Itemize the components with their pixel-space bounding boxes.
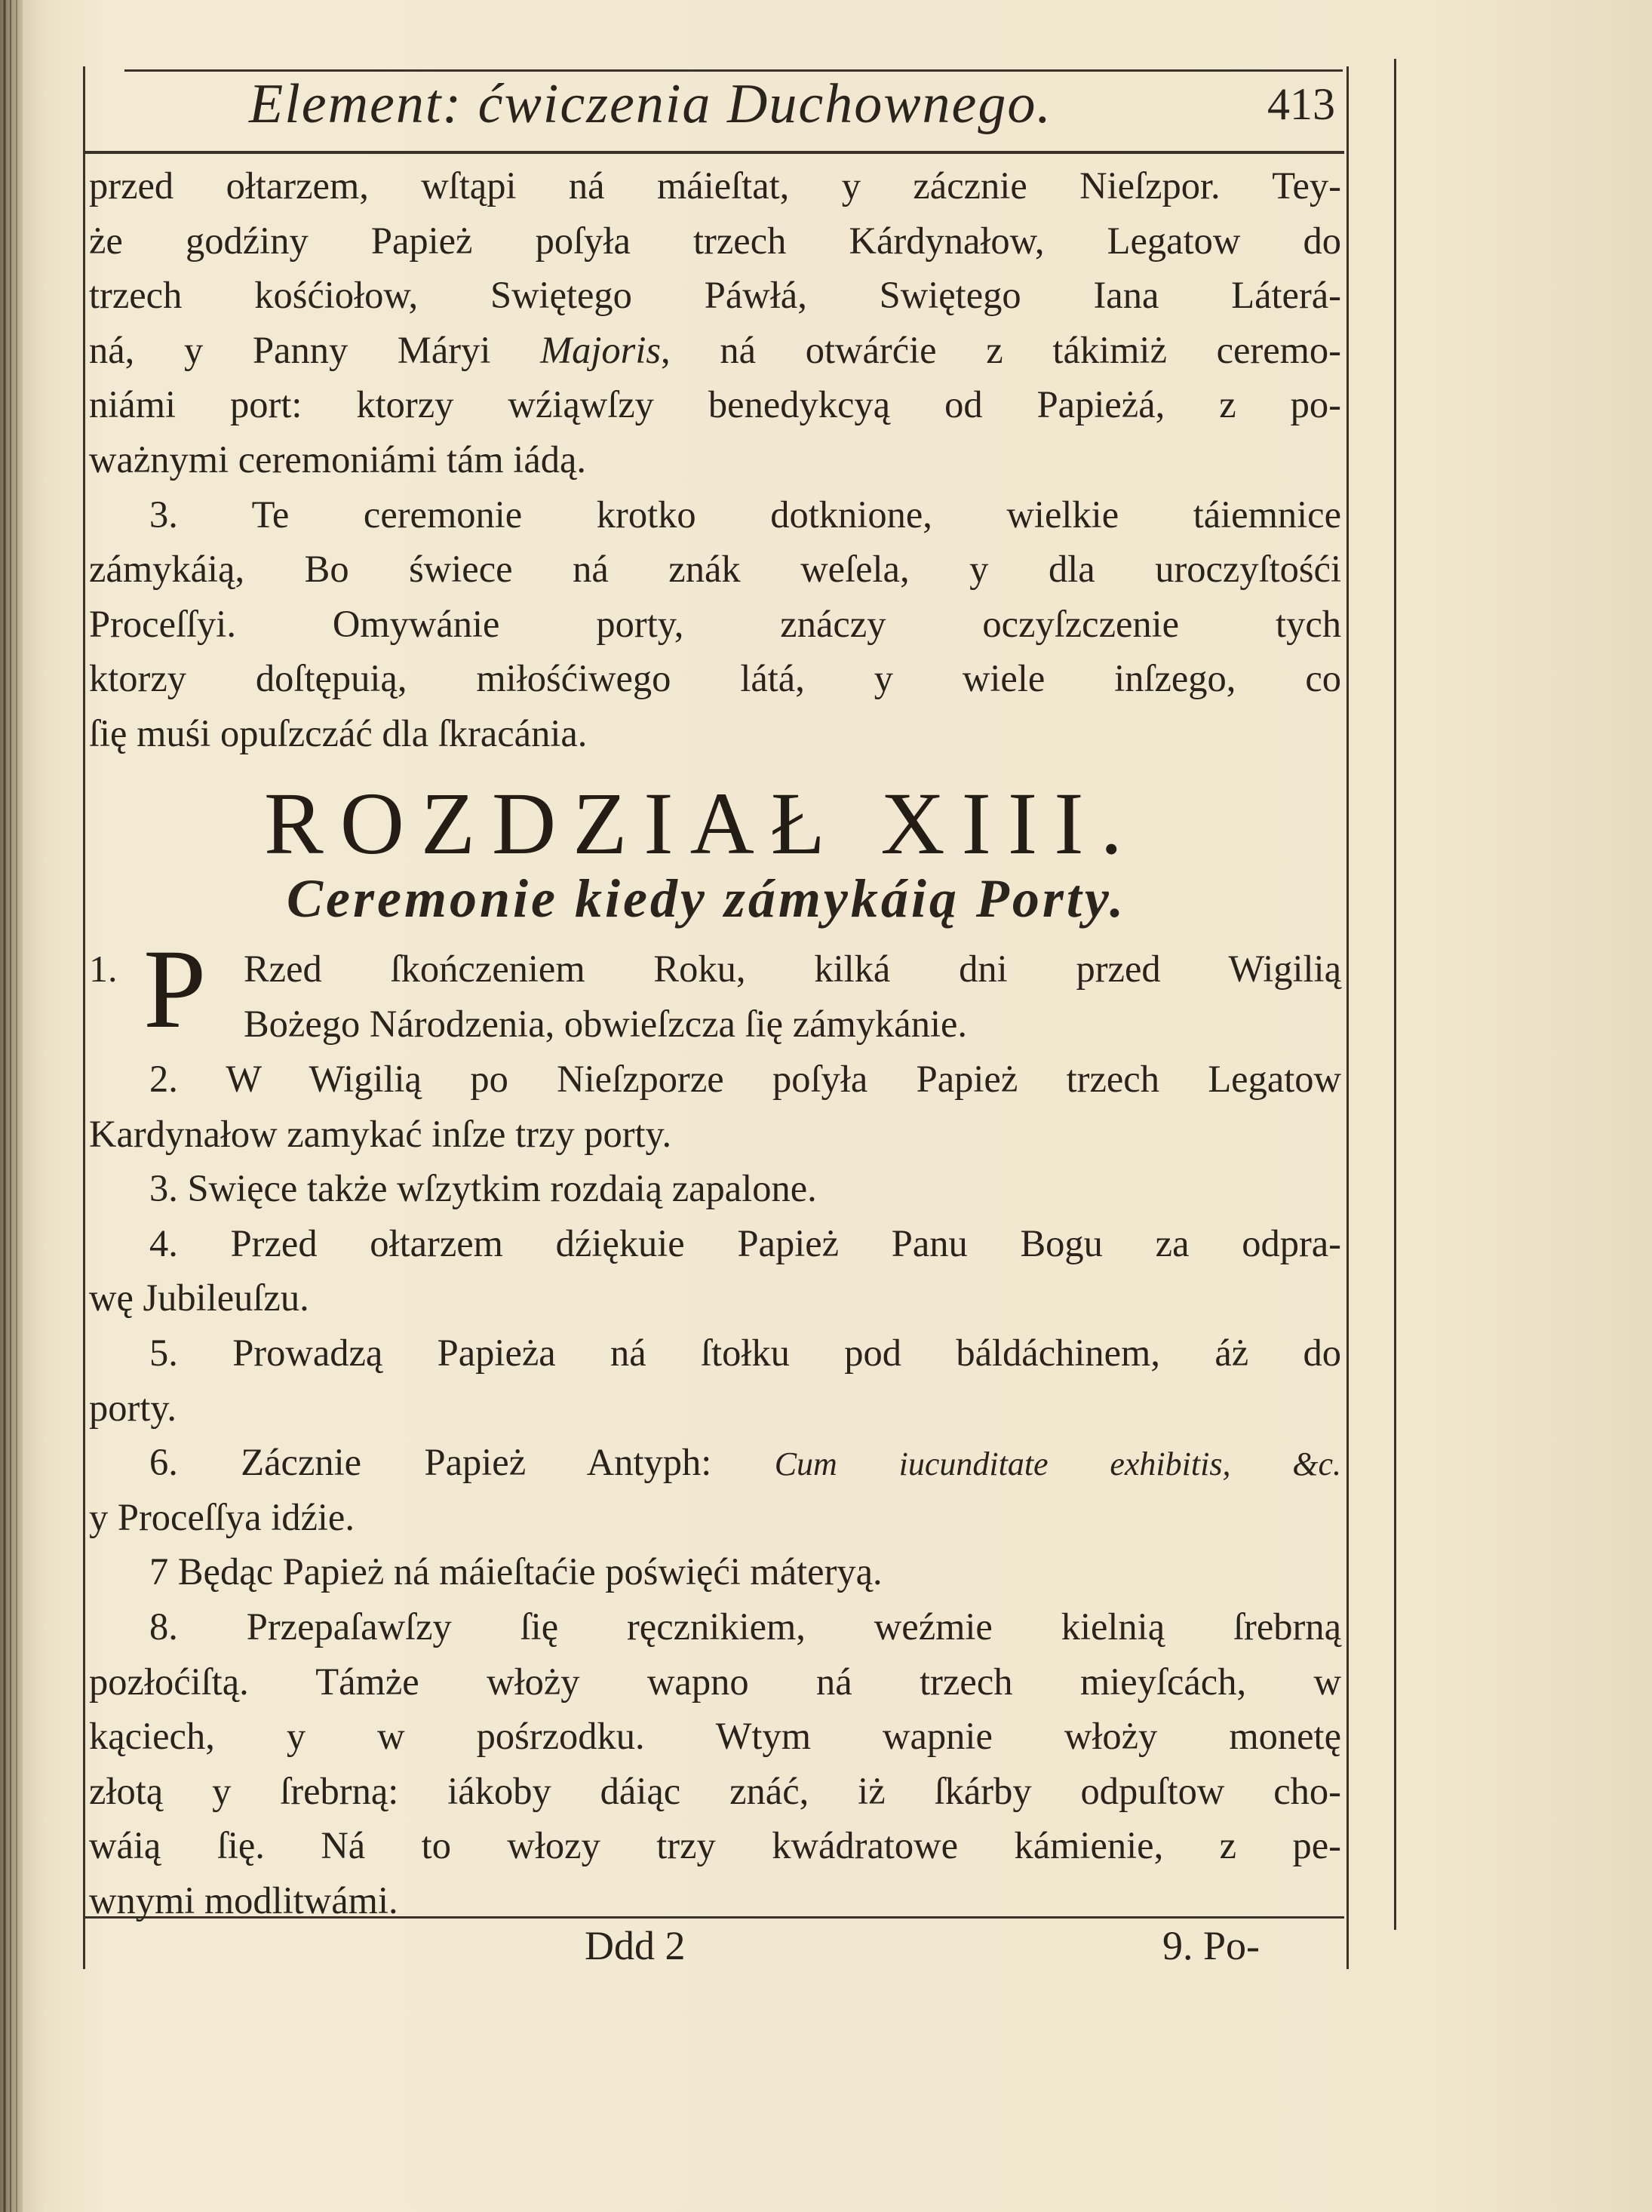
text-line: kąciech, y w pośrzodku. Wtym wapnie włoży monetę: [89, 1715, 1341, 1758]
text-line: Bożego Národzenia, obwieſzcza ſię zámykánie.: [244, 1002, 968, 1045]
page-footer: [91, 1922, 1343, 1983]
text-line: y Proceſſya idźie.: [89, 1495, 355, 1538]
drop-cap: P: [143, 926, 207, 1052]
catchword: 9. Po-: [1162, 1923, 1260, 1968]
text-line: wnymi modlitwámi.: [89, 1879, 398, 1922]
text-line: ktorzy doſtępuią, miłośćiwego látá, y wiele inſzego, co: [89, 657, 1341, 700]
text-segment: , ná otwárćie z tákimiż ceremo-: [661, 328, 1341, 371]
text-line: Proceſſyi. Omywánie porty, znáczy oczyſzczenie tych: [89, 602, 1341, 645]
spine-shadow-lines: [0, 0, 30, 2212]
text-line: złotą y ſrebrną: iákoby dáiąc znáć, iż ſkárby odpuſtow cho-: [89, 1769, 1341, 1812]
page-header: [91, 72, 1343, 155]
text-line: porty.: [89, 1386, 177, 1429]
item-number: 1.: [89, 948, 118, 990]
chapter-subtitle: Ceremonie kiedy zámykáią Porty.: [287, 868, 1127, 929]
body-text-top: [89, 158, 1341, 761]
text-segment: ná, y Panny Máryi: [89, 328, 491, 371]
text-line: 5. Prowadzą Papieża ná ſtołku pod báldáchinem, áż do: [149, 1331, 1341, 1374]
latin-word: Majoris: [540, 328, 662, 371]
text-line: ſię muśi opuſzczáć dla ſkracánia.: [89, 711, 588, 754]
text-line: niámi port: ktorzy wźiąwſzy benedykcyą od Papieżá, z po-: [89, 383, 1341, 426]
text-segment: 6. Zácznie Papież Antyph:: [149, 1441, 712, 1484]
text-line: Rzed ſkończeniem Roku, kilká dni przed Wigilią: [244, 948, 1341, 990]
text-line: ważnymi ceremoniámi tám iádą.: [89, 438, 587, 481]
chapter-title: ROZDZIAŁ XIII.: [264, 774, 1139, 873]
latin-phrase: Cum iucunditate exhibitis, &c.: [774, 1445, 1342, 1483]
page-number: 413: [1267, 79, 1335, 129]
text-line: wę Jubileuſzu.: [89, 1277, 309, 1320]
text-line: zámykáią, Bo świece ná znák weſela, y dla uroczyſtośći: [89, 548, 1341, 591]
text-line: 2. W Wigilią po Nieſzporze poſyła Papież trzech Legatow: [149, 1058, 1341, 1100]
text-line: 3. Swięce także wſzytkim rozdaią zapalone.: [149, 1167, 817, 1210]
text-line: [89, 323, 1341, 378]
text-line: 7 Będąc Papież ná máieſtaćie poświęći máteryą.: [149, 1550, 883, 1593]
top-rule: [124, 69, 1343, 72]
running-head: Element: ćwiczenia Duchownego.: [249, 73, 1052, 135]
text-line: 4. Przed ołtarzem dźiękuie Papież Panu Bogu za odpra-: [149, 1221, 1341, 1264]
text-line: 3. Te ceremonie krotko dotknione, wielkie táiemnice: [149, 493, 1341, 536]
item-1: [89, 926, 1341, 1052]
text-line: Kardynałow zamykać inſze trzy porty.: [89, 1112, 672, 1155]
text-line: że godźiny Papież poſyła trzech Kárdynałow, Legatow do: [89, 219, 1341, 262]
right-outer-rule: [1394, 59, 1396, 1930]
text-line: wáią ſię. Ná to włozy trzy kwádratowe kámienie, z pe-: [89, 1824, 1341, 1867]
signature-mark: Ddd 2: [585, 1923, 686, 1968]
text-line: [89, 1435, 1341, 1490]
text-line: pozłoćiſtą. Támże włoży wapno ná trzech mieyſcách, w: [89, 1660, 1341, 1703]
text-line: przed ołtarzem, wſtąpi ná máieſtat, y zácznie Nieſzpor. Tey-: [89, 164, 1341, 207]
text-line: trzech kośćiołow, Swiętego Páwłá, Swiętego Iana Láterá-: [89, 274, 1341, 317]
body-text-items: [89, 926, 1342, 1928]
text-line: 8. Przepaſawſzy ſię ręcznikiem, weźmie kielnią ſrebrną: [149, 1605, 1341, 1648]
